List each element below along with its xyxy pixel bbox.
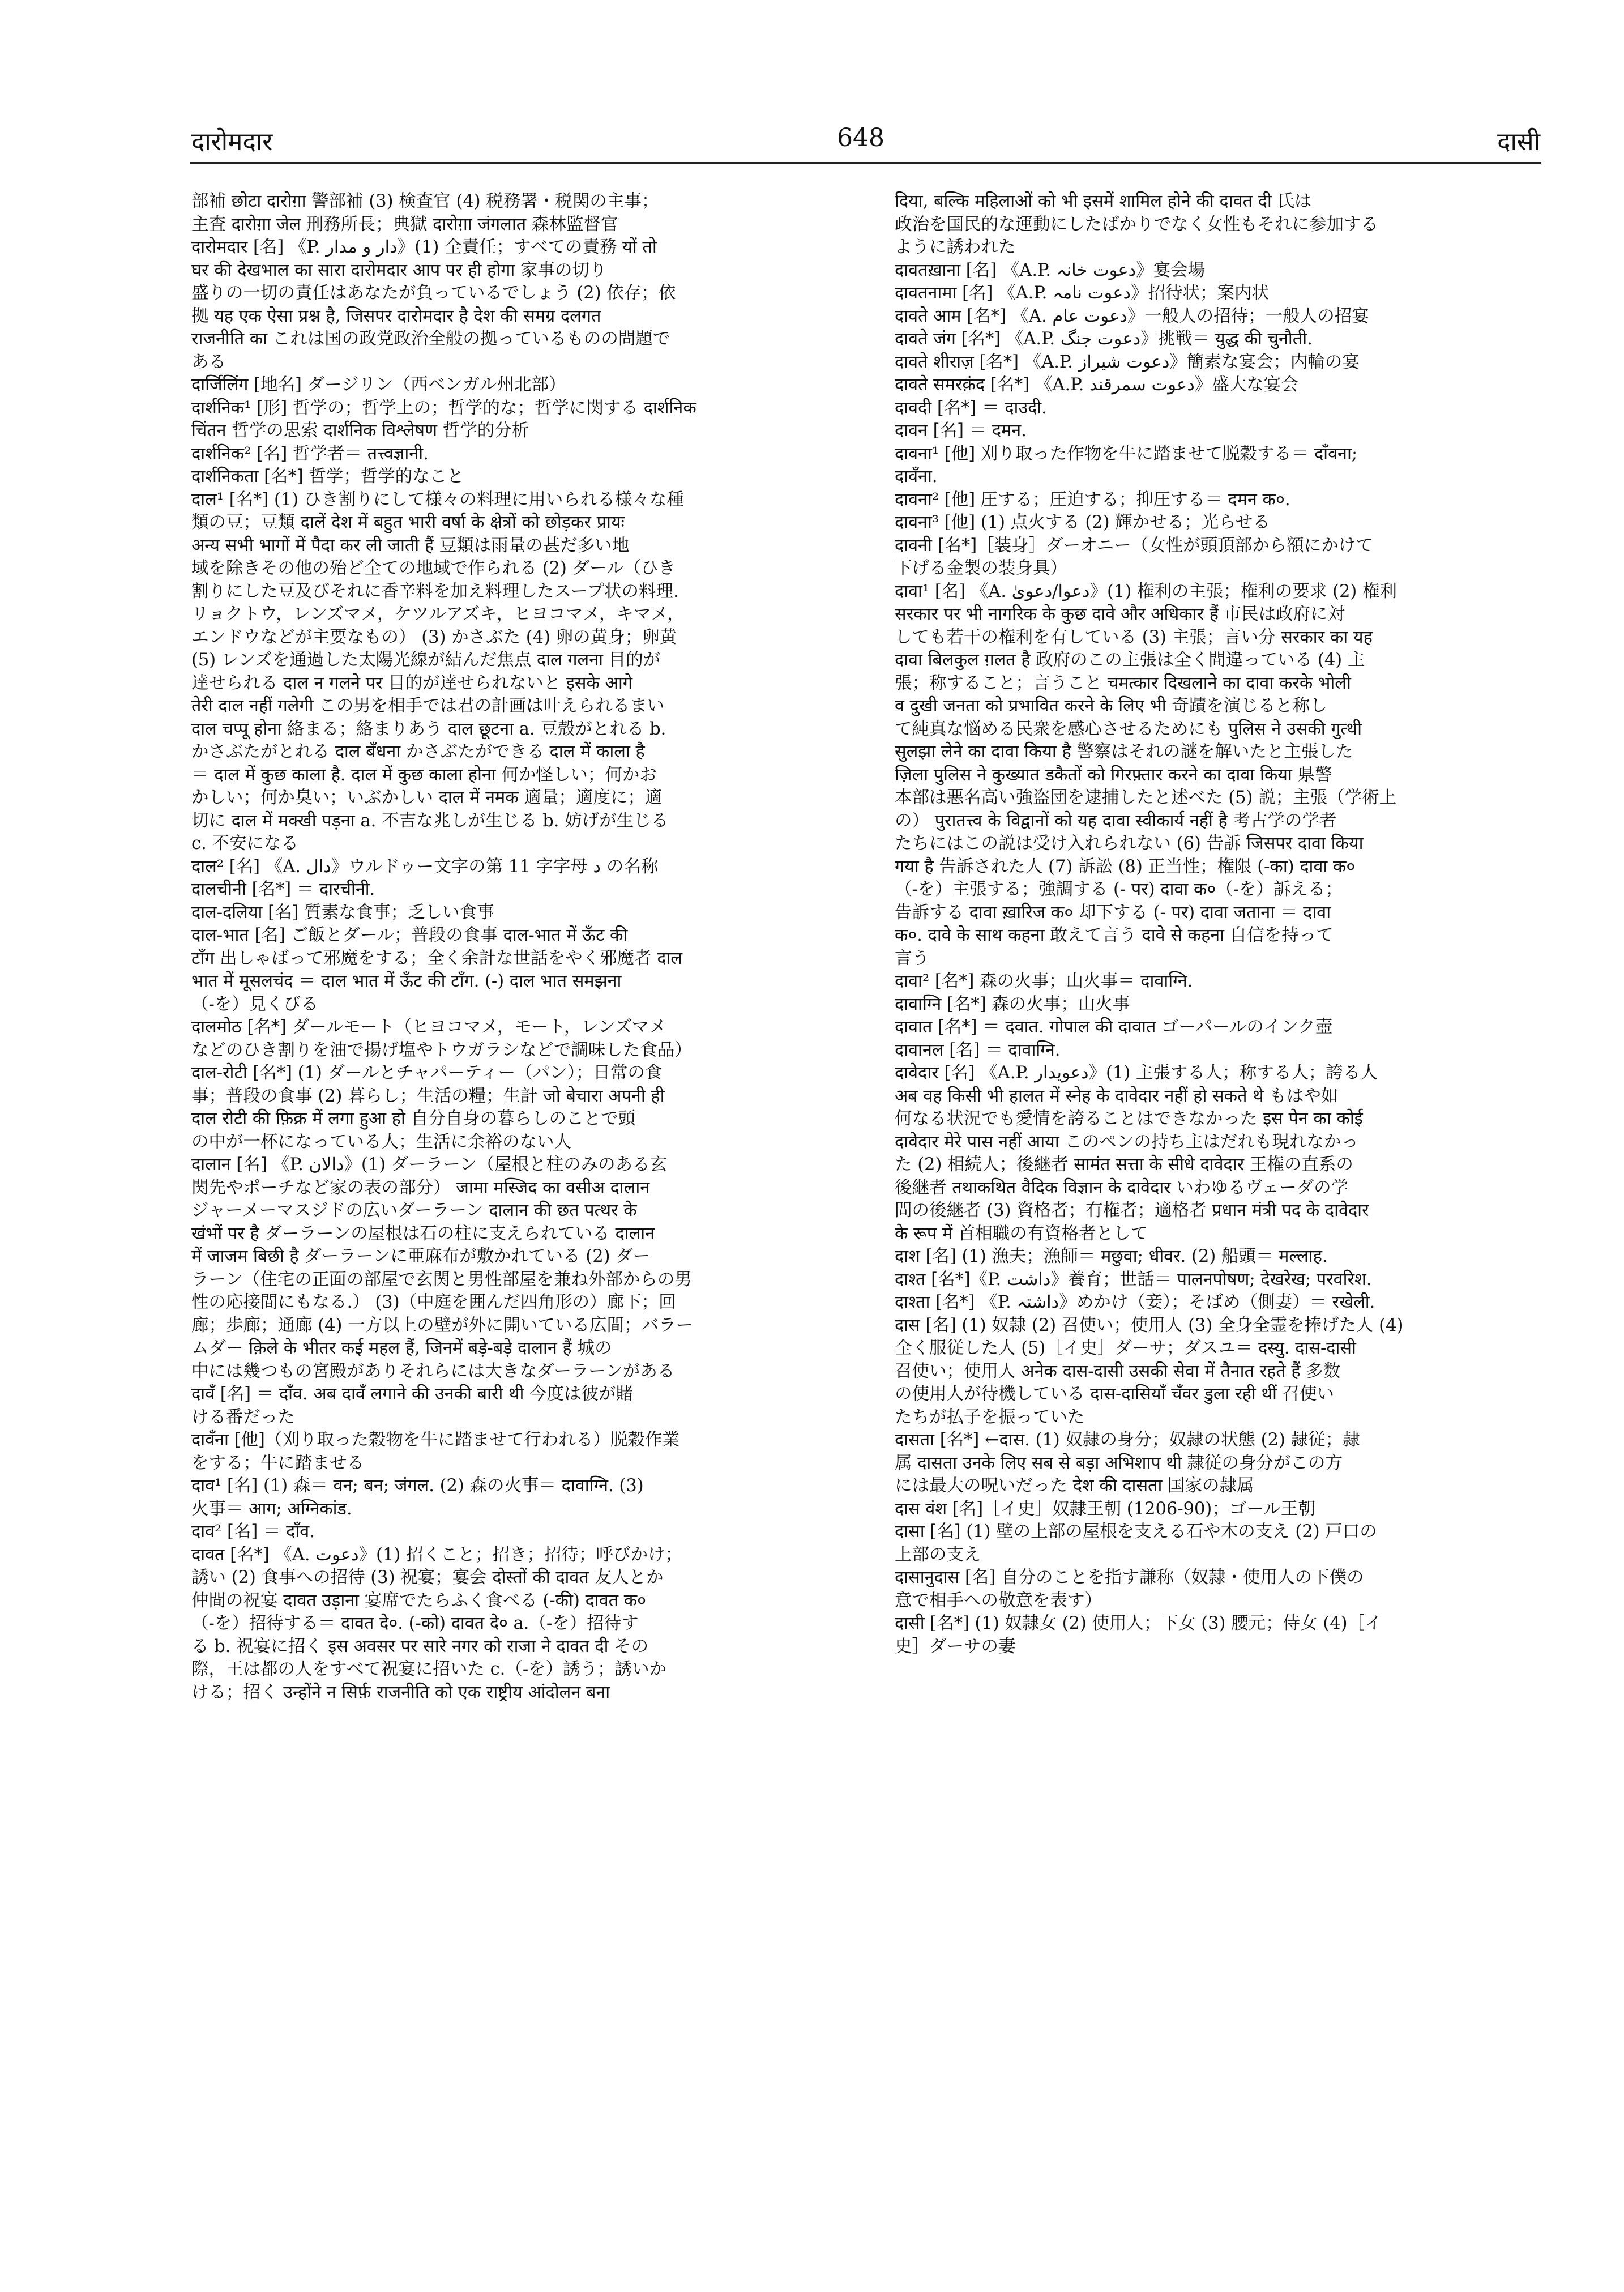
text-line: しても若干の権利を有している (3) 主張；言い分 सरकार का यह xyxy=(895,627,1373,647)
text-line: 本部は悪名高い強盗団を逮捕したと述べた (5) 説；主張（学術上 xyxy=(895,788,1397,808)
text-line: 何なる状況でも愛情を誇ることはできなかった इस पेन का कोई xyxy=(895,1109,1363,1129)
text-line: दासी [名*] (1) 奴隷女 (2) 使用人；下女 (3) 腰元；侍女 (4)［イ xyxy=(895,1614,1382,1633)
text-line: 切に दाल में मक्खी पड़ना a. 不吉な兆しが生じる b. 妨げが生じる xyxy=(191,810,669,831)
text-line: 事；普段の食事 (2) 暮らし；生活の糧；生計 जो बेचारा अपनी ही xyxy=(191,1086,665,1106)
text-line: 言う xyxy=(895,948,929,968)
text-line: ज़िला पुलिस ने कुख्यात डकैतों को गिरफ़्तार करने का दावा किया 県警 xyxy=(895,765,1332,785)
text-line: の中が一杯になっている人；生活に余裕のない人 xyxy=(191,1132,571,1152)
text-line: दाल-रोटी [名*] (1) ダールとチャパーティー（パン）；日常の食 xyxy=(191,1063,663,1083)
text-line: दावना¹ [他] 刈り取った作物を牛に踏ませて脱穀する＝ दाँवना; xyxy=(895,443,1358,464)
text-line: 域を除きその他の殆ど全ての地域で作られる (2) ダール（ひき xyxy=(191,558,676,578)
text-line: （-を）招待する＝ दावत दे०. (-को) दावत दे० a.（-を）招待す xyxy=(191,1614,639,1633)
text-line: दासा [名] (1) 壁の上部の屋根を支える石や木の支え (2) 戸口の xyxy=(895,1522,1377,1542)
text-line: 類の豆；豆類 दालें देश में बहुत भारी वर्षा के क्षेत्रों को छोड़कर प्रायः xyxy=(191,513,625,532)
text-line: ムダー क़िले के भीतर कई महल हैं, जिनमें बड़े-बड़े दालान हैं 城の xyxy=(191,1338,612,1358)
text-line: ラーン（住宅の正面の部屋で玄関と男性部屋を兼ね外部からの男 xyxy=(191,1269,692,1290)
text-line: भात में मूसलचंद ＝ दाल भात में ऊँट की टाँग. (-) दाल भात समझना xyxy=(191,971,622,991)
text-line: दाश्ता [名*] 《P. داشتہ》めかけ（妾）；そばめ（側妻）＝ रखेली. xyxy=(895,1292,1375,1312)
text-line: दाव² [名] ＝ दाँव. xyxy=(191,1522,315,1542)
text-line: 全く服従した人 (5)［イ史］ダーサ；ダスユ＝ दस्यु. दास-दासी xyxy=(895,1338,1356,1358)
text-line: ジャーメーマスジドの広いダーラーン दालान की छत पत्थर के xyxy=(191,1201,637,1220)
text-line: अब वह किसी भी हालत में स्नेह के दावेदार नहीं हो सकते थे もはや如 xyxy=(895,1086,1339,1106)
text-line: तेरी दाल नहीं गलेगी この男を相手では君の計画は叶えられるまい xyxy=(191,696,665,716)
text-line: ある xyxy=(191,352,226,372)
running-head-last-entry: दासी xyxy=(1497,127,1540,156)
text-line: ける；招く उन्होंने न सिर्फ़ राजनीति को एक राष्ट्रीय आंदोलन बना xyxy=(191,1682,610,1702)
text-line: 誘い (2) 食事への招待 (3) 祝宴；宴会 दोस्तों की दावत 友人とか xyxy=(191,1568,664,1587)
text-line: खंभों पर है ダーラーンの屋根は石の柱に支えられている दालान xyxy=(191,1223,655,1244)
text-line: ように誘われた xyxy=(895,237,1016,257)
text-line: दावते आम [名*] 《A. دعوت عام》一般人の招待；一般人の招宴 xyxy=(895,306,1369,326)
text-line: दावन [名] ＝ दमन. xyxy=(895,421,1027,441)
text-line: दार्जिलिंग [地名] ダージリン（西ベンガル州北部） xyxy=(191,375,566,395)
text-line: दालान [名] 《P. دالان》(1) ダーラーン（屋根と柱のみのある玄 xyxy=(191,1155,668,1175)
text-line: 後継者 तथाकथित वैदिक विज्ञान के दावेदार いわゆるヴェーダの学 xyxy=(895,1177,1349,1198)
text-line: दास वंश [名]［イ史］奴隷王朝 (1206-90)；ゴール王朝 xyxy=(895,1499,1315,1519)
text-line: दावना³ [他] (1) 点火する (2) 輝かせる；光らせる xyxy=(895,513,1270,532)
text-line: 属 दासता उनके लिए सब से बड़ा अभिशाप थी 隷従の身分がこの方 xyxy=(895,1453,1343,1473)
text-line: 拠 यह एक ऐसा प्रश्न है, जिसपर दारोमदार है देश की समग्र दलगत xyxy=(191,306,601,326)
text-line: 盛りの一切の責任はあなたが負っているでしょう (2) 依存；依 xyxy=(191,283,676,303)
text-line: c. 不安になる xyxy=(191,834,298,853)
text-line: दावानल [名] ＝ दावाग्नि. xyxy=(895,1040,1061,1060)
text-line: दावाग्नि [名*] 森の火事；山火事 xyxy=(895,994,1130,1014)
text-line: सुलझा लेने का दावा किया है 警察はそれの謎を解いたと主張した xyxy=(895,742,1353,762)
text-line: दावा² [名*] 森の火事；山火事＝ दावाग्नि. xyxy=(895,971,1193,991)
text-line: 史］ダーサの妻 xyxy=(895,1636,1016,1657)
text-line: के रूप में 首相職の有資格者として xyxy=(895,1223,1148,1244)
text-line: (5) レンズを通過した太陽光線が結んだ焦点 दाल गलना 目的が xyxy=(191,650,661,670)
text-line: दावँना. xyxy=(895,467,938,486)
text-line: 仲間の祝宴 दावत उड़ाना 宴席でたらふく食べる (-की) दावत क० xyxy=(191,1590,647,1611)
text-line: दावतनामा [名] 《A.P. دعوت نامہ》招待状；案内状 xyxy=(895,283,1269,303)
text-line: दाल-दलिया [名] 質素な食事；乏しい食事 xyxy=(191,902,494,923)
left-column xyxy=(191,190,831,1704)
text-line: をする；牛に踏ませる xyxy=(191,1453,364,1473)
text-line: दासता [名*] ←दास. (1) 奴隷の身分；奴隷の状態 (2) 隷従；隷 xyxy=(895,1430,1360,1450)
text-line: 主査 दारोग़ा जेल 刑務所長；典獄 दारोग़ा जंगलात 森林監督官 xyxy=(191,214,618,234)
text-line: दावँना [他]（刈り取った穀物を牛に踏ませて行われる）脱穀作業 xyxy=(191,1430,679,1450)
text-line: दाश [名] (1) 漁夫；漁師＝ मछुवा; धीवर. (2) 船頭＝ मल्लाह. xyxy=(895,1247,1328,1266)
text-line: 際，王は都の人をすべて祝宴に招いた c.（-を）誘う；誘いか xyxy=(191,1659,667,1679)
text-line: दावदी [名*] ＝ दाउदी. xyxy=(895,398,1047,418)
text-line: エンドウなどが主要なもの） (3) かさぶた (4) 卵の黄身；卵黄 xyxy=(191,627,677,647)
text-line: 中には幾つもの宮殿がありそれらには大きなダーラーンがある xyxy=(191,1361,675,1381)
text-line: 張；称すること；言うこと चमत्कार दिखलाने का दावा करके भोली xyxy=(895,673,1351,693)
text-line: दाल-भात [名] ご飯とダール；普段の食事 दाल-भात में ऊँट की xyxy=(191,925,628,945)
text-line: दावतख़ाना [名] 《A.P. دعوت خانہ》宴会場 xyxy=(895,260,1206,280)
text-line: た (2) 相続人；後継者 सामंत सत्ता के सीधे दावेदार 王権の直系の xyxy=(895,1155,1353,1175)
text-line: दाल² [名] 《A. دال》ウルドゥー文字の第 11 字字母 د の名称 xyxy=(191,856,659,877)
text-line: दासानुदास [名] 自分のことを指す謙称（奴隷・使用人の下僕の xyxy=(895,1568,1364,1587)
text-line: 問の後継者 (3) 資格者；有権者；適格者 प्रधान मंत्री पद के दावेदार xyxy=(895,1201,1369,1220)
text-line: में जाजम बिछी है ダーラーンに亜麻布が敷かれている (2) ダー xyxy=(191,1247,651,1266)
text-line: गया है 告訴された人 (7) 訴訟 (8) 正当性；権限 (-का) दावा क० xyxy=(895,856,1356,877)
text-line: 割りにした豆及びそれに香辛料を加え料理したスープ状の料理. xyxy=(191,581,679,601)
text-line: たちが払子を振っていた xyxy=(895,1407,1085,1427)
text-line: दाव¹ [名] (1) 森＝ वन; बन; जंगल. (2) 森の火事＝ दावाग्नि. (3) xyxy=(191,1476,644,1496)
text-line: 政治を国民的な運動にしたばかりでなく女性もそれに参加する xyxy=(895,214,1378,234)
text-line: リョクトウ，レンズマメ，ケツルアズキ，ヒヨコマメ，キマメ， xyxy=(191,604,685,624)
text-line: दारोमदार [名] 《P. دار و مدار》(1) 全責任；すべての責務 यों तो xyxy=(191,237,657,257)
text-line: 性の応接間にもなる.） (3)（中庭を囲んだ四角形の）廊下；回 xyxy=(191,1292,676,1312)
text-line: दाश्त [名*]《P. داشت》養育；世話＝ पालनपोषण; देखरेख; परवरिश. xyxy=(895,1269,1372,1290)
text-line: अन्य सभी भागों में पैदा कर ली जाती हैं 豆類は雨量の甚だ多い地 xyxy=(191,535,630,556)
text-line: चिंतन 哲学の思索 दार्शनिक विश्लेषण 哲学的分析 xyxy=(191,421,529,441)
text-line: などのひき割りを油で揚げ塩やトウガラシなどで調味した食品） xyxy=(191,1040,692,1060)
text-line: ＝ दाल में कुछ काला है. दाल में कुछ काला होना 何か怪しい；何かお xyxy=(191,765,657,785)
text-line: दावेदार मेरे पास नहीं आया このペンの持ち主はだれも現れなかっ xyxy=(895,1132,1358,1152)
text-line: दावा बिलकुल ग़लत है 政府のこの主張は全く間違っている (4) 主 xyxy=(895,650,1365,670)
text-line: दावनी [名*]［装身］ダーオニー（女性が頭頂部から額にかけて xyxy=(895,535,1373,556)
text-line: （-を）主張する；強調する (- पर) दावा क०（-を）訴える； xyxy=(895,880,1343,899)
text-line: दावते शीराज़ [名*] 《A.P. دعوت شیراز》簡素な宴会；内輪の宴 xyxy=(895,352,1360,372)
header-rule xyxy=(190,162,1541,164)
text-line: दावते जंग [名*] 《A.P. دعوت جنگ》挑戦＝ युद्ध की चुनौती. xyxy=(895,329,1313,349)
text-line: राजनीति का これは国の政党政治全般の拠っているものの問題で xyxy=(191,329,670,349)
text-line: सरकार पर भी नागरिक के कुछ दावे और अधिकार हैं 市民は政府に対 xyxy=(895,604,1345,624)
text-line: には最大の呪いだった देश की दासता 国家の隷属 xyxy=(895,1476,1254,1496)
text-line: る b. 祝宴に招く इस अवसर पर सारे नगर को राजा ने दावत दी その xyxy=(191,1636,649,1657)
text-line: दालमोठ [名*] ダールモート（ヒヨコマメ，モート，レンズマメ xyxy=(191,1017,666,1037)
text-line: て純真な悩める民衆を感心させるためにも पुलिस ने उसकी गुत्थी xyxy=(895,719,1362,739)
text-line: व दुखी जनता को प्रभावित करने के लिए भी 奇蹟を演じると称し xyxy=(895,696,1327,716)
running-head-first-entry: दारोमदार xyxy=(191,127,273,156)
text-line: दावेदार [名] 《A.P. دعویدار》(1) 主張する人；称する人；誇る人 xyxy=(895,1063,1378,1083)
text-line: 部補 छोटा दारोग़ा 警部補 (3) 検査官 (4) 税務署・税関の主事； xyxy=(191,191,659,211)
text-line: दार्शनिकता [名*] 哲学；哲学的なこと xyxy=(191,467,464,486)
text-line: दावात [名*] ＝ दवात. गोपाल की दावात ゴーパールのインク壺 xyxy=(895,1017,1333,1037)
text-line: दिया, बल्कि महिलाओं को भी इसमें शामिल होने की दावत दी 氏は xyxy=(895,191,1312,211)
text-line: ける番だった xyxy=(191,1407,295,1427)
text-line: दावा¹ [名] 《A. دعوا/دعویٰ》(1) 権利の主張；権利の要求 (2) 権利 xyxy=(895,581,1397,601)
text-line: क०. दावे के साथ कहना 敢えて言う दावे से कहना 自信を持って xyxy=(895,925,1334,945)
text-line: （-を）見くびる xyxy=(191,994,318,1014)
text-line: दाल रोटी की फ़िक्र में लगा हुआ हो 自分自身の暮らしのことで頭 xyxy=(191,1109,636,1129)
text-line: たちにはこの説は受け入れられない (6) 告訴 जिसपर दावा किया xyxy=(895,834,1364,853)
text-line: दाल चप्पू होना 絡まる；絡まりあう दाल छूटना a. 豆殻がとれる b. xyxy=(191,719,666,739)
text-line: の使用人が待機している दास-दासियाँ चँवर डुला रही थीं 召使い xyxy=(895,1384,1335,1404)
text-line: 上部の支え xyxy=(895,1544,981,1565)
text-line: 下げる金製の装身具） xyxy=(895,558,1067,578)
text-line: かしい；何か臭い；いぶかしい दाल में नमक 適量；適度に；適 xyxy=(191,788,663,808)
text-line: दार्शनिक² [名] 哲学者＝ तत्त्वज्ञानी. xyxy=(191,443,429,464)
text-line: 告訴する दावा ख़ारिज क० 却下する (- पर) दावा जताना ＝ दावा xyxy=(895,902,1331,923)
text-line: दालचीनी [名*] ＝ दारचीनी. xyxy=(191,880,375,899)
text-line: घर की देखभाल का सारा दारोमदार आप पर ही होगा 家事の切り xyxy=(191,260,607,280)
page-number: 648 xyxy=(837,123,884,152)
right-column xyxy=(895,190,1535,1658)
text-line: かさぶたがとれる दाल बँधना かさぶたができる दाल में काला है xyxy=(191,742,645,762)
text-line: 廊；歩廊；通廊 (4) 一方以上の壁が外に開いている広間；バラー xyxy=(191,1315,694,1335)
text-line: 意で相手への敬意を表す） xyxy=(895,1590,1102,1611)
text-line: टाँग 出しゃばって邪魔をする；全く余計な世話をやく邪魔者 दाल xyxy=(191,948,683,968)
text-line: दावत [名*] 《A. دعوت》(1) 招くこと；招き；招待；呼びかけ； xyxy=(191,1544,682,1565)
text-line: दावना² [他] 圧する；圧迫する；抑圧する＝ दमन क०. xyxy=(895,489,1290,510)
text-line: दास [名] (1) 奴隷 (2) 召使い；使用人 (3) 全身全霊を捧げた人 (4) xyxy=(895,1315,1404,1335)
text-line: 関先やポーチなど家の表の部分） जामा मस्जिद का वसीअ दालान xyxy=(191,1177,650,1198)
text-line: दार्शनिक¹ [形] 哲学の；哲学上の；哲学的な；哲学に関する दार्शनिक xyxy=(191,398,696,418)
text-line: दावँ [名] ＝ दाँव. अब दावँ लगाने की उनकी बारी थी 今度は彼が賭 xyxy=(191,1384,634,1404)
text-line: दाल¹ [名*] (1) ひき割りにして様々の料理に用いられる様々な種 xyxy=(191,489,684,510)
text-line: दावते समरक़ंद [名*] 《A.P. دعوت سمرقند》盛大な宴会 xyxy=(895,375,1298,395)
text-line: 召使い；使用人 अनेक दास-दासी उसकी सेवा में तैनात रहते हैं 多数 xyxy=(895,1361,1341,1381)
text-line: 達せられる दाल न गलने पर 目的が達せられないと इसके आगे xyxy=(191,673,633,693)
text-line: 火事＝ आग; अग्निकांड. xyxy=(191,1499,352,1519)
text-line: の） पुरातत्त्व के विद्वानों को यह दावा स्वीकार्य नहीं है 考古学の学者 xyxy=(895,810,1337,831)
